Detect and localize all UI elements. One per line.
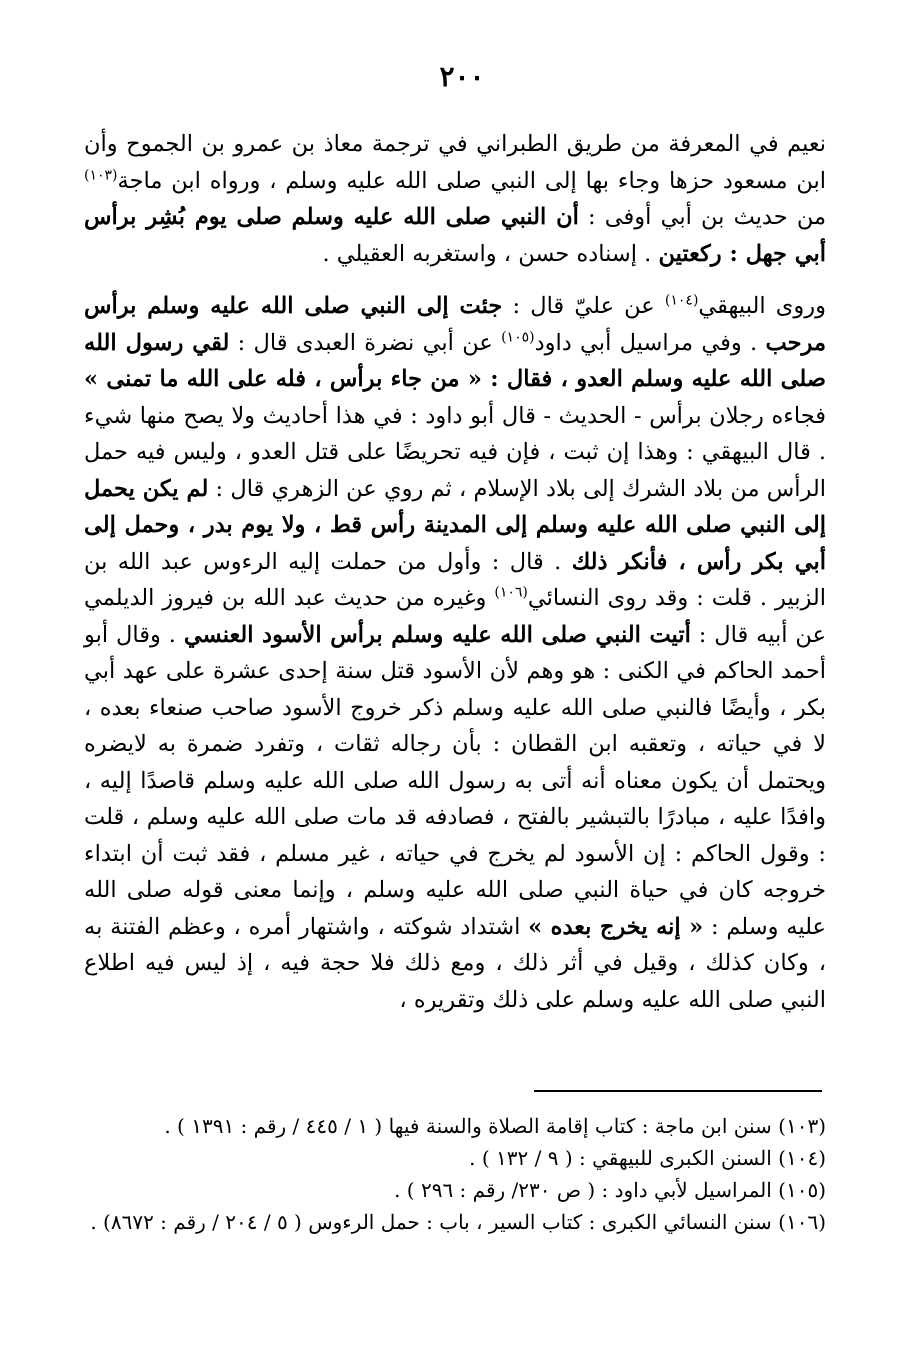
footnote-105 bbox=[84, 1174, 826, 1206]
text-run: عن أبي نضرة العبدى قال : bbox=[229, 329, 502, 356]
footnote-text: سنن ابن ماجة : كتاب إقامة الصلاة والسنة فيها ( ١ / ٤٤٥ / رقم : ١٣٩١ ) . bbox=[164, 1114, 779, 1138]
text-run: . قال : وأول من حملت إليه الرءوس عبد الله بن الزبير . قلت : وقد روى النسائي bbox=[84, 548, 826, 611]
footnote-104 bbox=[84, 1142, 826, 1174]
footnote-text: سنن النسائي الكبرى : كتاب السير ، باب : حمل الرءوس ( ٥ / ٢٠٤ / رقم : ٨٦٧٢) . bbox=[90, 1210, 779, 1234]
text-run: وروى البيهقي bbox=[698, 293, 826, 319]
footnotes bbox=[84, 1110, 826, 1238]
text-run: . وقال أبو أحمد الحاكم في الكنى : هو وهم لأن الأسود قتل سنة إحدى عشرة على عهد أبي بكر ، وأيضًا فالنبي صلى الله عليه وسلم ذكر خروج الأسود صاحب صنعاء بعده ، لا في حياته ، وتعقبه ابن القطان : بأن رجاله ثقات ، وتفرد ضمرة به لايضره ويحتمل أن يكون معناه أنه أتى به رسول الله صلى الله عليه وسلم قاصدًا إليه ، وافدًا عليه ، مبادرًا بالتبشير بالفتح ، فصادفه قد مات صلى الله عليه وسلم ، قلت : وقول الحاكم : إن الأسود لم يخرج في حياته ، غير مسلم ، فقد ثبت أن ابتداء خروجه كان في حياة النبي صلى الله عليه وسلم ، وإنما معنى قوله صلى الله عليه وسلم : bbox=[84, 621, 826, 940]
hadith-quote: لم يكن يحمل إلى النبي صلى الله عليه وسلم إلى المدينة رأس قط ، ولا يوم بدر ، وحمل إلى أبي بكر رأس ، فأنكر ذلك bbox=[84, 475, 826, 575]
text-run: فجاءه رجلان برأس - الحديث - قال أبو داود : في هذا أحاديث ولا يصح منها شيء . قال البيهقي : وهذا إن ثبت ، فإن فيه تحريضًا على قتل العدو ، وليس فيه حمل الرأس من بلاد الشرك إلى بلاد الإسلام ، ثم روي عن الزهري قال : bbox=[84, 402, 826, 502]
footnote-text: المراسيل لأبي داود : ( ص ٢٣٠/ رقم : ٢٩٦ ) . bbox=[394, 1178, 779, 1202]
footnote-label: (١٠٥) bbox=[778, 1178, 826, 1202]
text-run: . إسناده حسن ، واستغربه العقيلي . bbox=[322, 240, 659, 267]
paragraph-2 bbox=[84, 288, 826, 1018]
footnote-label: (١٠٦) bbox=[778, 1210, 826, 1234]
footnote-103 bbox=[84, 1110, 826, 1142]
text-run: وغيره من حديث عبد الله بن فيروز الديلمي عن أبيه قال : bbox=[84, 585, 826, 648]
footnote-ref-103[interactable]: (١٠٣) bbox=[84, 167, 118, 183]
footnote-ref-104[interactable]: (١٠٤) bbox=[664, 292, 699, 309]
footnote-separator bbox=[534, 1090, 822, 1092]
footnote-text: السنن الكبرى للبيهقي : ( ٩ / ١٣٢ ) . bbox=[469, 1146, 779, 1170]
footnote-label: (١٠٤) bbox=[778, 1146, 826, 1170]
paragraph-1 bbox=[84, 126, 826, 272]
text-run: عن عليّ قال : bbox=[502, 293, 665, 319]
paragraph-gap bbox=[84, 272, 826, 288]
hadith-quote: أتيت النبي صلى الله عليه وسلم برأس الأسود العنسي bbox=[183, 621, 691, 648]
text-run: نعيم في المعرفة من طريق الطبراني في ترجمة معاذ بن عمرو بن الجموح وأن ابن مسعود حزها وجاء بها إلى النبي صلى الله عليه وسلم ، ورواه ابن ماجة bbox=[84, 131, 826, 194]
footnote-label: (١٠٣) bbox=[778, 1114, 826, 1138]
hadith-quote: لقي رسول الله صلى الله عليه وسلم العدو ، فقال : « من جاء برأس ، فله على الله ما تمنى » bbox=[84, 329, 826, 392]
page-number: ٢٠٠ bbox=[439, 60, 485, 93]
hadith-quote: أن النبي صلى الله عليه وسلم صلى يوم بُشِر برأس أبي جهل : ركعتين bbox=[84, 204, 826, 267]
footnote-ref-106[interactable]: (١٠٦) bbox=[494, 584, 528, 601]
footnote-106 bbox=[84, 1206, 826, 1238]
hadith-quote: « إنه يخرج بعده » bbox=[528, 913, 704, 940]
text-run: اشتداد شوكته ، واشتهار أمره ، وعظم الفتنة به ، وكان كذلك ، وقيل في أثر ذلك ، ومع ذلك فلا حجة فيه ، إذ ليس فيه اطلاع النبي صلى الله عليه وسلم على ذلك وتقريره ، bbox=[84, 913, 826, 1013]
main-text bbox=[84, 126, 826, 1018]
text-run: من حديث بن أبي أوفى : bbox=[578, 204, 826, 230]
text-run: . وفي مراسيل أبي داود bbox=[534, 329, 766, 356]
footnote-ref-105[interactable]: (١٠٥) bbox=[501, 329, 535, 345]
hadith-quote: جئت إلى النبي صلى الله عليه وسلم برأس مرحب bbox=[84, 293, 826, 356]
